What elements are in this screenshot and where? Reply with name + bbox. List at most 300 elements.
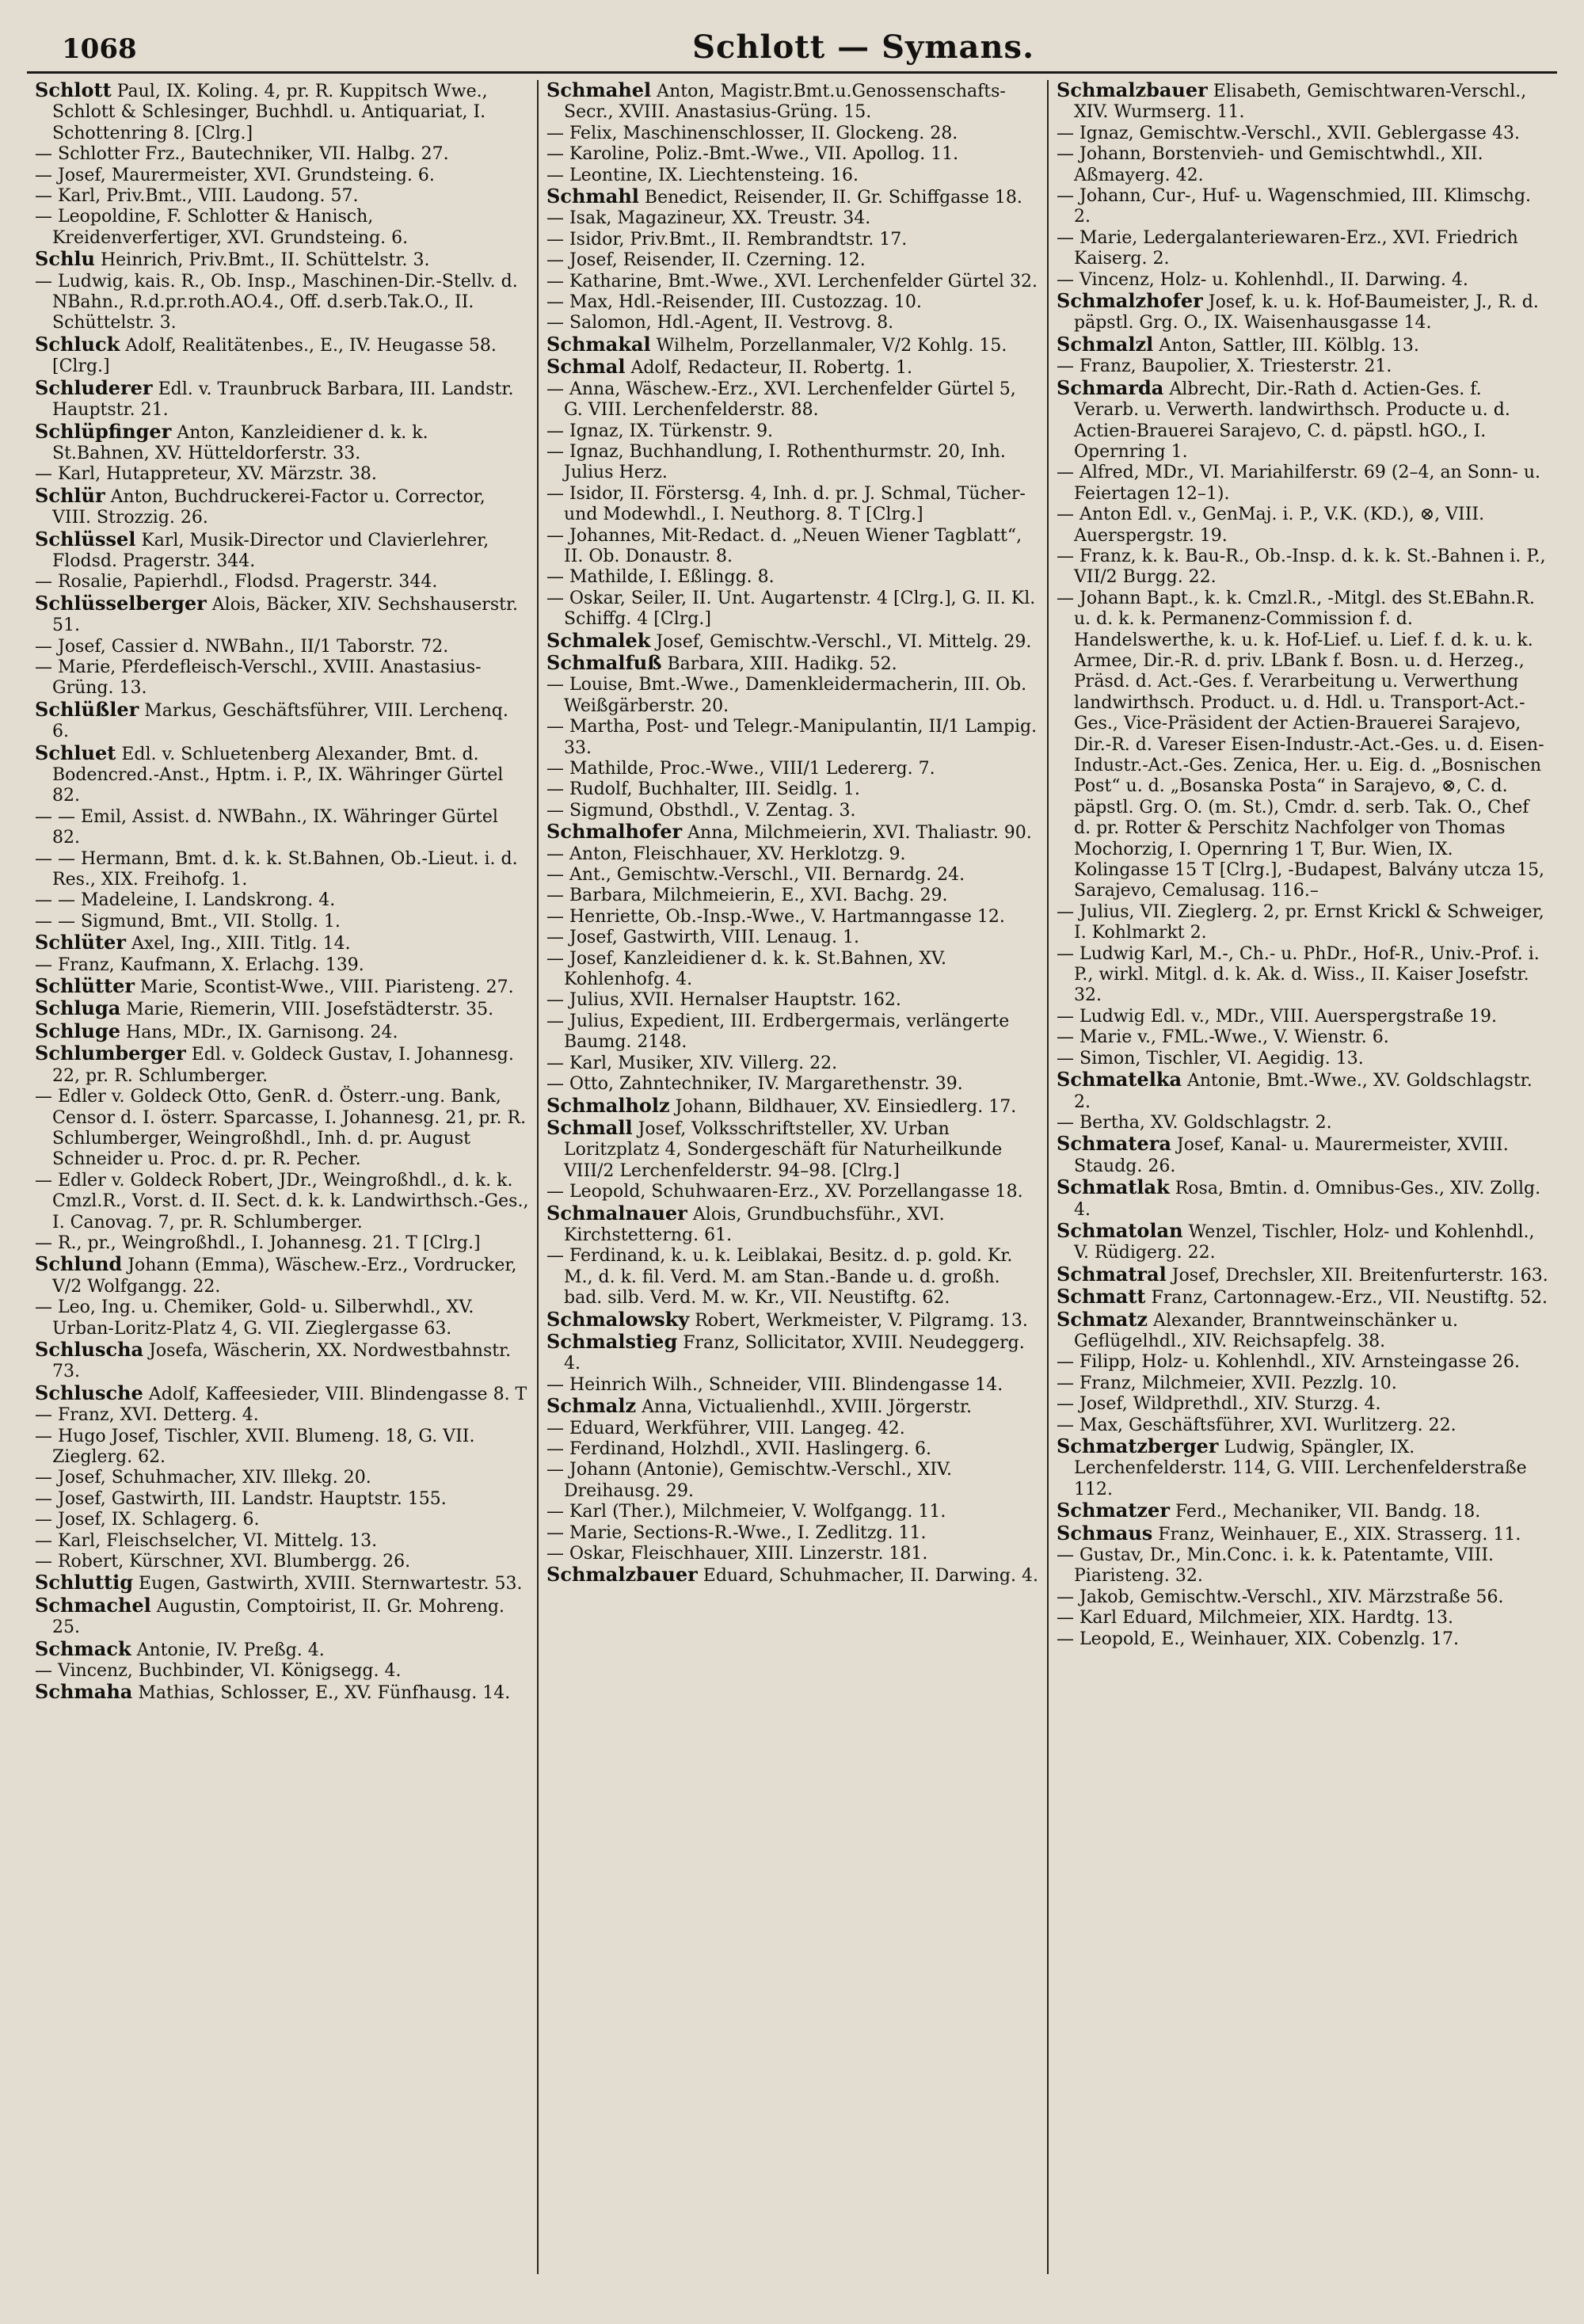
- entry-text: Josef, Kanal- u. Maurermeister, XVIII. Staudg. 26.: [1074, 1135, 1509, 1176]
- directory-entry: [546, 1203, 1039, 1247]
- entry-text: — Felix, Maschinenschlosser, II. Glockeng. 28.: [546, 123, 958, 143]
- entry-surname: Schluge: [35, 1019, 121, 1042]
- directory-entry: [35, 1021, 529, 1043]
- entry-text: — Johann (Antonie), Gemischtw.-Verschl., XIV. Dreihausg. 29.: [546, 1460, 952, 1501]
- entry-text: — Josef, Kanzleidiener d. k. k. St.Bahnen, XV. Kohlenhofg. 4.: [546, 948, 947, 990]
- directory-entry: [35, 849, 529, 891]
- entry-surname: Schlüßler: [35, 697, 139, 721]
- entry-text: — Marie, Pferdefleisch-Verschl., XVIII. Anastasius-Grüng. 13.: [35, 657, 482, 699]
- entry-surname: Schluga: [35, 996, 121, 1020]
- entry-text: — Leontine, IX. Liechtensteing. 16.: [546, 165, 859, 185]
- entry-surname: Schlumberger: [35, 1042, 186, 1065]
- directory-entry: [546, 186, 1039, 208]
- directory-entry: [1057, 334, 1549, 356]
- entry-columns: [27, 80, 1557, 2274]
- directory-entry: [546, 1439, 1039, 1460]
- entry-text: Franz, Cartonnagew.-Erz., VII. Neustiftg. 52.: [1145, 1288, 1548, 1309]
- entry-surname: Schmalstieg: [546, 1329, 678, 1353]
- entry-text: Augustin, Comptoirist, II. Gr. Mohreng. 25.: [52, 1596, 505, 1638]
- entry-text: Franz, Weinhauer, E., XIX. Strasserg. 11.: [1152, 1524, 1521, 1545]
- entry-text: — Edler v. Goldeck Robert, JDr., Weingroßhdl., d. k. k. Cmzl.R., Vorst. d. II. Sect. d. k. k. Landwirthsch.-Ges., I. Canovag. 7, pr. R. Schlumberger.: [35, 1170, 529, 1232]
- directory-entry: [546, 589, 1039, 631]
- entry-text: Markus, Geschäftsführer, VIII. Lerchenq. 6.: [52, 700, 508, 742]
- directory-entry: [35, 890, 529, 911]
- directory-entry: [1057, 186, 1549, 228]
- entry-text: — Isidor, Priv.Bmt., II. Rembrandtstr. 17.: [546, 229, 908, 250]
- entry-text: Axel, Ing., XIII. Titlg. 14.: [125, 934, 351, 954]
- entry-surname: Schlott: [35, 80, 112, 101]
- directory-entry: [546, 124, 1039, 144]
- entry-surname: Schmalnauer: [546, 1201, 687, 1225]
- directory-entry: [35, 1468, 529, 1488]
- entry-text: — Leopold, E., Weinhauer, XIX. Cobenzlg. 17.: [1057, 1629, 1459, 1649]
- entry-text: — Johann, Borstenvieh- und Gemischtwhdl., XII. Aßmayerg. 42.: [1057, 144, 1483, 185]
- directory-entry: [1057, 1264, 1549, 1286]
- entry-text: — Barbara, Milchmeierin, E., XVI. Bachg. 29.: [546, 886, 948, 906]
- entry-text: — Leopoldine, F. Schlotter & Hanisch, Kreidenverfertiger, XVI. Grundsteing. 6.: [35, 207, 409, 248]
- directory-entry: [35, 1087, 529, 1171]
- entry-text: — Franz, Baupolier, X. Triesterstr. 21.: [1057, 356, 1392, 377]
- entry-text: Edl. v. Schluetenberg Alexander, Bmt. d. Bodencred.-Anst., Hptm. i. P., IX. Währinger Gürtel 82.: [52, 744, 504, 806]
- entry-surname: Schmalz: [546, 1394, 637, 1418]
- entry-text: — Schlotter Frz., Bautechniker, VII. Halbg. 27.: [35, 144, 449, 165]
- directory-entry: [1057, 1608, 1549, 1629]
- directory-entry: [1057, 1113, 1549, 1133]
- entry-text: Alois, Bäcker, XIV. Sechshauserstr. 51.: [52, 594, 519, 636]
- entry-surname: Schmalowsky: [546, 1307, 690, 1331]
- entry-text: — Franz, Kaufmann, X. Erlachg. 139.: [35, 954, 364, 975]
- directory-entry: [35, 1595, 529, 1639]
- directory-entry: [546, 821, 1039, 844]
- entry-text: — Isidor, II. Förstersg. 4, Inh. d. pr. J. Schmal, Tücher- und Modewhdl., I. Neuthorg. 8. T [Clrg.]: [546, 483, 1026, 525]
- directory-entry: [1057, 1500, 1549, 1522]
- entry-text: — Max, Hdl.-Reisender, III. Custozzag. 10.: [546, 292, 922, 313]
- directory-entry: [546, 675, 1039, 717]
- directory-entry: [35, 976, 529, 998]
- directory-entry: [546, 250, 1039, 271]
- directory-entry: [35, 998, 529, 1020]
- directory-entry: [35, 1427, 529, 1469]
- directory-entry: [546, 166, 1039, 186]
- entry-text: — Katharine, Bmt.-Wwe., XVI. Lerchenfelder Gürtel 32.: [546, 271, 1038, 291]
- directory-entry: [546, 759, 1039, 779]
- directory-entry: [1057, 1286, 1549, 1309]
- directory-entry: [1057, 80, 1549, 124]
- directory-entry: [35, 1043, 529, 1087]
- entry-surname: Schmall: [546, 1115, 633, 1139]
- entry-text: — Ignaz, IX. Türkenstr. 9.: [546, 421, 774, 441]
- directory-entry: [35, 932, 529, 954]
- entry-text: — Louise, Bmt.-Wwe., Damenkleidermacherin, III. Ob. Weißgärberstr. 20.: [546, 675, 1027, 716]
- directory-entry: [546, 144, 1039, 165]
- entry-text: — Josef, Cassier d. NWBahn., II/1 Taborstr. 72.: [35, 636, 449, 657]
- entry-surname: Schmal: [546, 355, 626, 379]
- entry-text: Karl, Musik-Director und Clavierlehrer, Flodsd. Pragerstr. 344.: [52, 530, 489, 571]
- directory-entry: [35, 421, 529, 465]
- entry-text: Anton, Magistr.Bmt.u.Genossenschafts-Secr., XVIII. Anastasius-Grüng. 15.: [564, 82, 1006, 123]
- entry-surname: Schlüter: [35, 931, 126, 954]
- entry-surname: Schlüsselberger: [35, 591, 207, 615]
- entry-surname: Schmatzberger: [1057, 1434, 1219, 1457]
- directory-entry: [1057, 547, 1549, 589]
- directory-entry: [35, 80, 529, 144]
- entry-text: — Ludwig Karl, M.-, Ch.- u. PhDr., Hof-R., Univ.-Prof. i. P., wirkl. Mitgl. d. k. Ak. d. Wiss., II. Kaiser Josefstr. 32.: [1057, 943, 1540, 1006]
- entry-text: Benedict, Reisender, II. Gr. Schiffgasse 18.: [638, 188, 1022, 208]
- directory-entry: [1057, 1394, 1549, 1415]
- directory-entry: [546, 334, 1039, 356]
- entry-text: Josef, Drechsler, XII. Breitenfurterstr. 163.: [1166, 1265, 1548, 1286]
- directory-entry: [546, 1309, 1039, 1332]
- entry-surname: Schmakal: [546, 332, 651, 356]
- entry-text: Anton, Buchdruckerei-Factor u. Corrector, VIII. Strozzig. 26.: [52, 486, 485, 528]
- entry-text: — Ferdinand, Holzhdl., XVII. Haslingerg. 6.: [546, 1439, 931, 1459]
- entry-text: — Filipp, Holz- u. Kohlenhdl., XIV. Arnsteingasse 26.: [1057, 1352, 1520, 1373]
- entry-surname: Schmalfuß: [546, 650, 662, 674]
- entry-text: — Bertha, XV. Goldschlagstr. 2.: [1057, 1112, 1332, 1133]
- entry-text: — Johann, Cur-, Huf- u. Wagenschmied, III. Klimschg. 2.: [1057, 186, 1532, 227]
- directory-entry: [546, 1246, 1039, 1309]
- directory-entry: [546, 356, 1039, 379]
- directory-entry: [1057, 505, 1549, 547]
- directory-entry: [546, 1460, 1039, 1502]
- entry-text: Anton, Kanzleidiener d. k. k. St.Bahnen, XV. Hütteldorferstr. 33.: [52, 422, 428, 463]
- directory-entry: [1057, 124, 1549, 144]
- directory-entry: [1057, 1545, 1549, 1587]
- entry-surname: Schlusche: [35, 1381, 143, 1404]
- directory-entry: [1057, 228, 1549, 270]
- entry-surname: Schmalzbauer: [1057, 80, 1208, 101]
- directory-entry: [1057, 589, 1549, 902]
- directory-entry: [35, 1510, 529, 1530]
- entry-text: — Karl, Hutappreteur, XV. Märzstr. 38.: [35, 464, 377, 485]
- directory-entry: [546, 886, 1039, 906]
- entry-text: — Otto, Zahntechniker, IV. Margarethenstr. 39.: [546, 1074, 963, 1095]
- entry-text: Johann (Emma), Wäschew.-Erz., Vordrucker, V/2 Wolfgangg. 22.: [52, 1255, 517, 1297]
- directory-entry: [1057, 270, 1549, 291]
- entry-text: Eduard, Schuhmacher, II. Darwing. 4.: [697, 1566, 1038, 1587]
- entry-text: — — Emil, Assist. d. NWBahn., IX. Währinger Gürtel 82.: [35, 806, 498, 848]
- entry-text: — Karl, Musiker, XIV. Villerg. 22.: [546, 1053, 838, 1073]
- entry-surname: Schmalek: [546, 628, 651, 652]
- directory-entry: [35, 334, 529, 378]
- directory-entry: [546, 421, 1039, 442]
- entry-text: — Isak, Magazineur, XX. Treustr. 34.: [546, 208, 871, 229]
- entry-text: — Karl (Ther.), Milchmeier, V. Wolfgangg. 11.: [546, 1502, 946, 1522]
- entry-text: — Anton Edl. v., GenMaj. i. P., V.K. (KD.), ⊗, VIII. Auerspergstr. 19.: [1057, 505, 1485, 546]
- page-number: 1068: [62, 33, 137, 65]
- directory-entry: [546, 484, 1039, 526]
- directory-entry: [35, 1405, 529, 1426]
- entry-text: Marie, Scontist-Wwe., VIII. Piaristeng. 27.: [135, 977, 514, 998]
- entry-surname: Schmatelka: [1057, 1068, 1182, 1092]
- entry-text: Barbara, XIII. Hadikg. 52.: [661, 653, 897, 674]
- entry-text: Ludwig, Spängler, IX. Lerchenfelderstr. 114, G. VIII. Lerchenfelderstraße 112.: [1074, 1438, 1527, 1499]
- directory-entry: [1057, 463, 1549, 505]
- entry-surname: Schmatral: [1057, 1262, 1167, 1286]
- entry-text: — Alfred, MDr., VI. Mariahilferstr. 69 (2–4, an Sonn- u. Feiertagen 12–1).: [1057, 463, 1540, 504]
- entry-text: Mathias, Schlosser, E., XV. Fünfhausg. 14.: [132, 1683, 511, 1704]
- directory-entry: [546, 1544, 1039, 1564]
- directory-entry: [546, 1012, 1039, 1053]
- directory-entry: [1057, 1352, 1549, 1373]
- entry-text: — Marie, Sections-R.-Wwe., I. Zedlitzg. 11.: [546, 1522, 927, 1543]
- entry-surname: Schmarda: [1057, 375, 1164, 399]
- entry-text: — Ferdinand, k. u. k. Leiblakai, Besitz. d. p. gold. Kr. M., d. k. fil. Verd. M. am Stan.-Bande u. d. großh. bad. silb. Verd. M. w. Kr., VII. Neustiftg. 62.: [546, 1246, 1013, 1309]
- directory-entry: [546, 230, 1039, 250]
- entry-surname: Schmaus: [1057, 1521, 1153, 1545]
- entry-text: Wenzel, Tischler, Holz- und Kohlenhdl., V. Rüdigerg. 22.: [1074, 1221, 1535, 1263]
- directory-entry: [1057, 1177, 1549, 1221]
- directory-entry: [35, 743, 529, 807]
- entry-text: Antonie, Bmt.-Wwe., XV. Goldschlagstr. 2.: [1074, 1071, 1533, 1112]
- entry-text: — Henriette, Ob.-Insp.-Wwe., V. Hartmanngasse 12.: [546, 906, 1005, 927]
- directory-entry: [546, 208, 1039, 229]
- directory-entry: [35, 1572, 529, 1594]
- directory-entry: [546, 628, 1039, 653]
- entry-text: — Josef, Gastwirth, III. Landstr. Hauptstr. 155.: [35, 1488, 447, 1509]
- entry-surname: Schmatt: [1057, 1285, 1146, 1309]
- entry-surname: Schmahel: [546, 80, 652, 101]
- directory-entry: [35, 207, 529, 249]
- directory-entry: [546, 907, 1039, 928]
- directory-entry: [35, 1233, 529, 1254]
- directory-entry: [1057, 1049, 1549, 1069]
- directory-entry: [35, 699, 529, 743]
- entry-text: — Oskar, Seiler, II. Unt. Augartenstr. 4 [Clrg.], G. II. Kl. Schiffg. 4 [Clrg.]: [546, 588, 1036, 630]
- directory-entry: [35, 1489, 529, 1510]
- entry-text: Edl. v. Traunbruck Barbara, III. Landstr. Hauptstr. 21.: [52, 379, 514, 421]
- entry-surname: Schmack: [35, 1636, 131, 1660]
- directory-entry: [35, 1254, 529, 1297]
- directory-entry: [546, 844, 1039, 865]
- entry-text: — R., pr., Weingroßhdl., I. Johannesg. 21. T [Clrg.]: [35, 1232, 481, 1253]
- entry-surname: Schluderer: [35, 375, 153, 399]
- directory-entry: [1057, 1007, 1549, 1027]
- entry-text: Adolf, Realitätenbes., E., IV. Heugasse 58. [Clrg.]: [52, 335, 497, 377]
- entry-text: — Johannes, Mit-Redact. d. „Neuen Wiener Tagblatt“, II. Ob. Donaustr. 8.: [546, 525, 1022, 566]
- directory-entry: [1057, 356, 1549, 377]
- directory-entry: [35, 272, 529, 334]
- entry-text: — Vincenz, Buchbinder, VI. Königsegg. 4.: [35, 1661, 402, 1682]
- entry-text: — Julius, VII. Zieglerg. 2, pr. Ernst Krickl & Schweiger, I. Kohlmarkt 2.: [1057, 901, 1544, 943]
- entry-text: Anton, Sattler, III. Kölblg. 13.: [1153, 335, 1419, 356]
- entry-text: — Ant., Gemischtw.-Verschl., VII. Bernardg. 24.: [546, 865, 965, 886]
- entry-surname: Schmatera: [1057, 1132, 1171, 1156]
- entry-text: — Franz, k. k. Bau-R., Ob.-Insp. d. k. k. St.-Bahnen i. P., VII/2 Burgg. 22.: [1057, 546, 1546, 588]
- entry-text: — Karl, Fleischselcher, VI. Mittelg. 13.: [35, 1530, 378, 1551]
- entry-surname: Schlu: [35, 247, 95, 271]
- entry-text: Paul, IX. Koling. 4, pr. R. Kuppitsch Wwe., Schlott & Schlesinger, Buchhdl. u. Antiquariat, I. Schottenring 8. [Clrg.]: [52, 82, 488, 143]
- entry-surname: Schmatlak: [1057, 1175, 1170, 1199]
- entry-text: Rosa, Bmtin. d. Omnibus-Ges., XIV. Zollg. 4.: [1074, 1179, 1541, 1220]
- entry-text: Anna, Victualienhdl., XVIII. Jörgerstr.: [636, 1397, 972, 1418]
- directory-entry: [1057, 1587, 1549, 1608]
- entry-text: — Josef, IX. Schlagerg. 6.: [35, 1510, 260, 1530]
- directory-entry: [1057, 1629, 1549, 1650]
- directory-entry: [546, 928, 1039, 948]
- directory-entry: [546, 292, 1039, 313]
- directory-entry: [35, 166, 529, 186]
- directory-entry: [1057, 1133, 1549, 1177]
- entry-text: Alois, Grundbuchsführ., XVI. Kirchstetterng. 61.: [564, 1204, 945, 1245]
- directory-entry: [546, 313, 1039, 333]
- entry-surname: Schlund: [35, 1252, 123, 1276]
- entry-text: Wilhelm, Porzellanmaler, V/2 Kohlg. 15.: [650, 335, 1007, 356]
- directory-entry: [35, 1171, 529, 1233]
- entry-surname: Schluscha: [35, 1337, 144, 1361]
- entry-text: — Mathilde, I. Eßlingg. 8.: [546, 567, 775, 588]
- directory-entry: [1057, 1069, 1549, 1113]
- directory-entry: [1057, 1027, 1549, 1048]
- directory-entry: [546, 272, 1039, 292]
- entry-text: — Max, Geschäftsführer, XVI. Wurlitzerg. 22.: [1057, 1415, 1456, 1435]
- entry-surname: Schmalholz: [546, 1093, 670, 1117]
- entry-surname: Schluttig: [35, 1571, 134, 1594]
- directory-entry: [35, 807, 529, 849]
- entry-text: Antonie, IV. Preßg. 4.: [131, 1640, 325, 1660]
- entry-text: — Julius, XVII. Hernalser Hauptstr. 162.: [546, 990, 901, 1011]
- directory-entry: [1057, 1436, 1549, 1500]
- entry-text: — Robert, Kürschner, XVI. Blumbergg. 26.: [35, 1552, 411, 1572]
- entry-text: — Franz, Milchmeier, XVII. Pezzlg. 10.: [1057, 1373, 1397, 1393]
- entry-text: Josef, k. u. k. Hof-Baumeister, J., R. d. päpstl. Grg. O., IX. Waisenhausgasse 14.: [1074, 292, 1539, 333]
- entry-text: Ferd., Mechaniker, VII. Bandg. 18.: [1169, 1502, 1481, 1522]
- directory-entry: [35, 1383, 529, 1405]
- directory-entry: [35, 912, 529, 932]
- directory-entry: [35, 955, 529, 976]
- directory-entry: [546, 1375, 1039, 1396]
- directory-entry: [35, 572, 529, 592]
- entry-surname: Schlüpfinger: [35, 419, 172, 443]
- directory-entry: [546, 1396, 1039, 1418]
- directory-entry: [35, 375, 529, 421]
- entry-text: — Gustav, Dr., Min.Conc. i. k. k. Patentamte, VIII. Piaristeng. 32.: [1057, 1545, 1495, 1587]
- directory-entry: [35, 144, 529, 165]
- directory-entry: [35, 1636, 529, 1661]
- entry-text: Eugen, Gastwirth, XVIII. Sternwartestr. 53.: [133, 1574, 523, 1594]
- entry-text: Alexander, Branntweinschänker u. Geflügelhdl., XIV. Reichsapfelg. 38.: [1074, 1310, 1459, 1351]
- directory-entry: [35, 249, 529, 271]
- entry-text: — — Sigmund, Bmt., VII. Stollg. 1.: [35, 911, 341, 932]
- entry-text: — Simon, Tischler, VI. Aegidig. 13.: [1057, 1048, 1364, 1069]
- column-1: [27, 80, 537, 2274]
- entry-surname: Schmaha: [35, 1680, 133, 1704]
- directory-entry: [35, 1552, 529, 1572]
- directory-entry: [1057, 375, 1549, 463]
- entry-text: — — Madeleine, I. Landskrong. 4.: [35, 890, 336, 911]
- entry-text: Adolf, Redacteur, II. Robertg. 1.: [625, 358, 912, 379]
- directory-entry: [1057, 944, 1549, 1007]
- entry-text: — Josef, Maurermeister, XVI. Grundsteing. 6.: [35, 165, 435, 185]
- entry-text: — Ludwig, kais. R., Ob. Insp., Maschinen-Dir.-Stellv. d. NBahn., R.d.pr.roth.AO.4., Off. d.serb.Tak.O., II. Schüttelstr. 3.: [35, 271, 518, 333]
- entry-text: Josefa, Wäscherin, XX. Nordwestbahnstr. 73.: [52, 1340, 512, 1382]
- entry-text: Albrecht, Dir.-Rath d. Actien-Ges. f. Verarb. u. Verwerth. landwirthsch. Producte u. d. Actien-Brauerei Sarajevo, C. d. päpstl. hGO., I. Opernring 1.: [1074, 379, 1510, 462]
- entry-text: Franz, Sollicitator, XVIII. Neudeggerg. 4.: [564, 1332, 1025, 1374]
- directory-entry: [546, 1419, 1039, 1439]
- entry-text: — Leopold, Schuhwaaren-Erz., XV. Porzellangasse 18.: [546, 1182, 1023, 1202]
- entry-text: — Rudolf, Buchhalter, III. Seidlg. 1.: [546, 779, 860, 800]
- directory-entry: [35, 464, 529, 485]
- directory-entry: [546, 865, 1039, 886]
- entry-text: — Hugo Josef, Tischler, XVII. Blumeng. 18, G. VII. Zieglerg. 62.: [35, 1426, 475, 1467]
- running-head: Schlott — Symans.: [692, 29, 1034, 66]
- directory-entry: [35, 186, 529, 207]
- entry-text: — Ignaz, Buchhandlung, I. Rothenthurmstr. 20, Inh. Julius Herz.: [546, 441, 1006, 483]
- entry-text: — Josef, Reisender, II. Czerning. 12.: [546, 250, 866, 271]
- directory-entry: [546, 567, 1039, 588]
- entry-text: Marie, Riemerin, VIII. Josefstädterstr. 35.: [120, 1000, 494, 1020]
- entry-surname: Schmatz: [1057, 1307, 1148, 1331]
- entry-text: Heinrich, Priv.Bmt., II. Schüttelstr. 3.: [94, 250, 430, 271]
- directory-entry: [35, 1339, 529, 1383]
- entry-text: — Heinrich Wilh., Schneider, VIII. Blindengasse 14.: [546, 1374, 1003, 1395]
- directory-entry: [546, 1502, 1039, 1522]
- directory-entry: [546, 717, 1039, 759]
- entry-surname: Schmahl: [546, 185, 639, 208]
- directory-entry: [35, 483, 529, 529]
- entry-text: Josef, Volksschriftsteller, XV. Urban Loritzplatz 4, Sondergeschäft für Naturheilkunde VIII/2 Lerchenfelderstr. 94–98. [Clrg.]: [564, 1118, 1003, 1181]
- entry-text: — Ludwig Edl. v., MDr., VIII. Auerspergstraße 19.: [1057, 1006, 1497, 1027]
- entry-text: — Karl, Priv.Bmt., VIII. Laudong. 57.: [35, 186, 359, 207]
- entry-text: — Salomon, Hdl.-Agent, II. Vestrovg. 8.: [546, 313, 894, 333]
- directory-entry: [1057, 1218, 1549, 1264]
- directory-entry: [546, 1053, 1039, 1074]
- entry-surname: Schmatolan: [1057, 1218, 1183, 1242]
- entry-text: — Oskar, Fleischhauer, XIII. Linzerstr. 181.: [546, 1544, 928, 1564]
- entry-text: — Josef, Schuhmacher, XIV. Illekg. 20.: [35, 1468, 371, 1488]
- entry-surname: Schlür: [35, 483, 105, 507]
- directory-entry: [546, 442, 1039, 484]
- entry-text: — Julius, Expedient, III. Erdbergermais, verlängerte Baumg. 2148.: [546, 1011, 1010, 1053]
- entry-text: — Karoline, Poliz.-Bmt.-Wwe., VII. Apollog. 11.: [546, 144, 959, 165]
- entry-text: — Martha, Post- und Telegr.-Manipulantin, II/1 Lampig. 33.: [546, 717, 1038, 758]
- entry-text: — Josef, Wildprethdl., XIV. Sturzg. 4.: [1057, 1394, 1381, 1415]
- entry-surname: Schmalzhofer: [1057, 289, 1203, 313]
- directory-entry: [35, 593, 529, 637]
- entry-surname: Schmachel: [35, 1593, 151, 1617]
- directory-entry: [35, 1682, 529, 1704]
- directory-entry: [35, 1531, 529, 1552]
- entry-surname: Schmalhofer: [546, 820, 683, 844]
- directory-entry: [546, 779, 1039, 800]
- directory-entry: [546, 1074, 1039, 1095]
- entry-surname: Schmatzer: [1057, 1499, 1170, 1522]
- entry-text: — Edler v. Goldeck Otto, GenR. d. Österr.-ung. Bank, Censor d. I. österr. Sparcasse, I. Johannesg. 21, pr. R. Schlumberger, Weingroßhdl., Inh. d. pr. August Schneider u. Proc. d. pr. R. Pecher.: [35, 1087, 527, 1170]
- entry-text: — Sigmund, Obsthdl., V. Zentag. 3.: [546, 800, 856, 821]
- directory-entry: [546, 990, 1039, 1011]
- directory-entry: [1057, 1373, 1549, 1394]
- directory-entry: [1057, 1309, 1549, 1353]
- directory-entry: [546, 1095, 1039, 1118]
- column-3: [1047, 80, 1557, 2274]
- entry-text: — Eduard, Werkführer, VIII. Langeg. 42.: [546, 1418, 905, 1438]
- entry-text: Elisabeth, Gemischtwaren-Verschl., XIV. Wurmserg. 11.: [1074, 82, 1527, 123]
- entry-text: Edl. v. Goldeck Gustav, I. Johannesg. 22, pr. R. Schlumberger.: [52, 1045, 514, 1086]
- entry-text: Robert, Werkmeister, V. Pilgramg. 13.: [689, 1310, 1028, 1331]
- directory-entry: [35, 1297, 529, 1339]
- directory-entry: [1057, 291, 1549, 334]
- directory-entry: [546, 1115, 1039, 1182]
- entry-surname: Schluet: [35, 741, 116, 764]
- directory-entry: [546, 801, 1039, 821]
- entry-text: — Johann Bapt., k. k. Cmzl.R., -Mitgl. des St.EBahn.R. u. d. k. k. Permanenz-Commission f. d. Handelswerthe, k. u. k. Hof-Lief. u. Lief. f. d. k. u. k. Armee, Dir.-R. d. priv. LBank f. Bosn. u. d. Herzeg., Präsd. d. Act.-Ges. f. Verarbeitung u. Verwerthung landwirthsch. Product. u. d. Hdl. u. Transport-Act.-Ges., Vice-Präsident der Actien-Brauerei Sarajevo, Dir.-R. d. Vareser Eisen-Industr.-Act.-Ges. u. d. Eisen-Industr.-Act.-Ges. Zenica, Her. u. Eig. d. „Bosnischen Post“ u. d. „Bosanska Posta“ in Sarajevo, ⊗, C. d. päpstl. Grg. O. (m. St.), Cmdr. d. serb. Tak. O., Chef d. pr. Rotter & Perschitz Nachfolger von Thomas Mochorzig, I. Opernring 1 T, Bur. Wien, IX. Kolingasse 15 T [Clrg.], -Budapest, Balvány utcza 15, Sarajevo, Cemalusag. 116.–: [1057, 588, 1545, 901]
- entry-text: — Mathilde, Proc.-Wwe., VIII/1 Ledererg. 7.: [546, 759, 935, 779]
- directory-entry: [35, 529, 529, 573]
- entry-text: — Vincenz, Holz- u. Kohlenhdl., II. Darwing. 4.: [1057, 269, 1468, 290]
- directory-entry: [546, 650, 1039, 675]
- entry-text: Adolf, Kaffeesieder, VIII. Blindengasse 8. T: [143, 1384, 527, 1404]
- entry-text: — Ignaz, Gemischtw.-Verschl., XVII. Geblergasse 43.: [1057, 123, 1520, 143]
